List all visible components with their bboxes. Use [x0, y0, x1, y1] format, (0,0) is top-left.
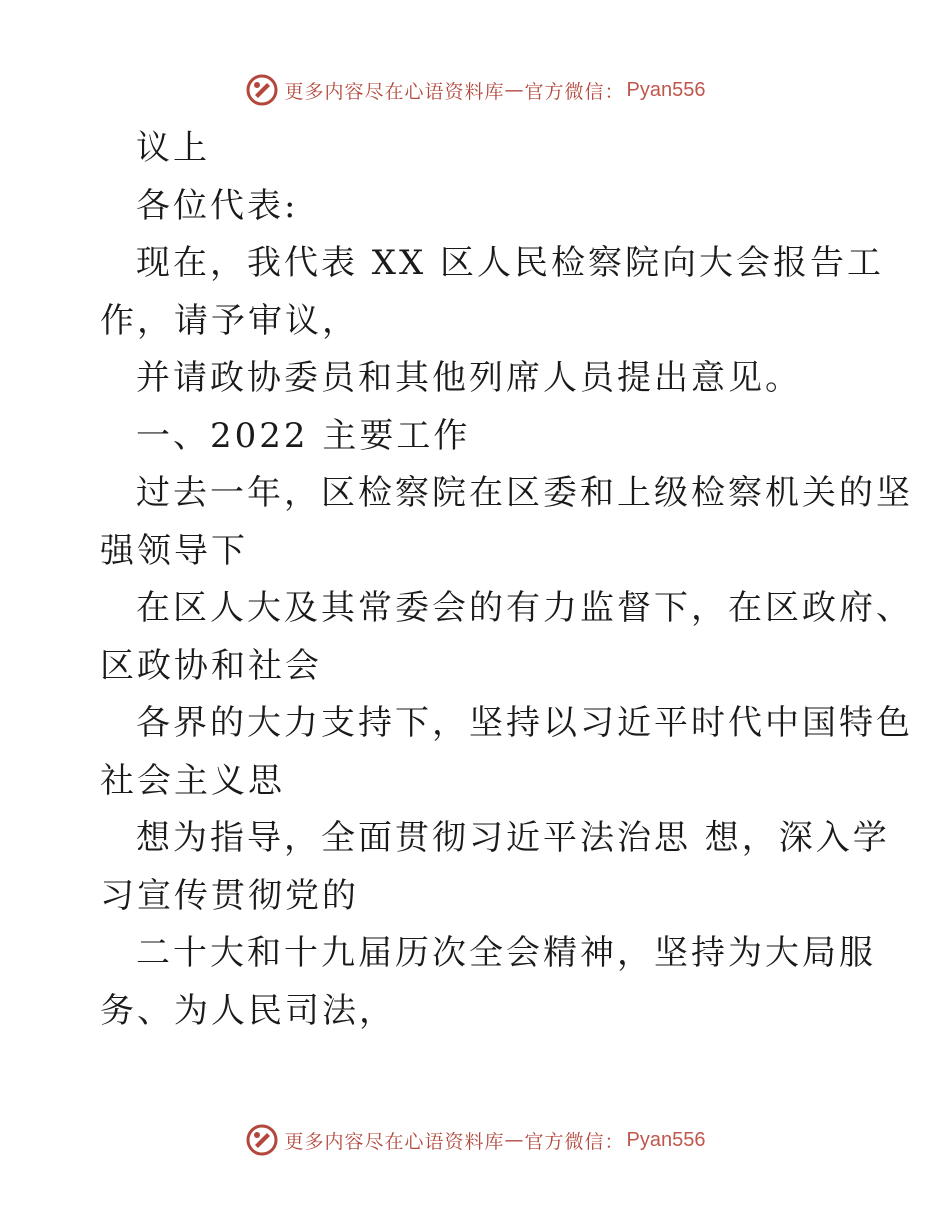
paragraph-line: 过去一年，区检察院在区委和上级检察机关的坚 — [136, 473, 913, 513]
watermark-dash: — — [504, 79, 525, 101]
header-watermark — [0, 70, 950, 110]
paragraph-line: 想为指导，全面贯彻习近平法治思 想，深入学 — [136, 818, 890, 858]
footer-watermark — [0, 1120, 950, 1160]
paragraph-line: 议上 — [136, 128, 210, 168]
watermark-handle: Pyan556 — [626, 78, 706, 101]
paragraph-line: 务、为人民司法， — [100, 990, 396, 1031]
paragraph-line: 并请政协委员和其他列席人员提出意见。 — [136, 358, 802, 398]
watermark-wechat-label: 官方微信： — [524, 1130, 625, 1153]
paragraph-line: 作，请予审议， — [100, 300, 359, 341]
paragraph-line: 各界的大力支持下，坚持以习近平时代中国特色 — [136, 703, 913, 743]
paragraph-line: 强领导下 — [100, 530, 248, 571]
paragraph-line: 社会主义思 — [100, 760, 285, 801]
paragraph-line: 二十大和十九届历次全会精神，坚持为大局服 — [136, 933, 876, 973]
watermark-brand: 更多内容尽在心语资料库 — [284, 80, 505, 103]
paragraph-line: 习宣传贯彻党的 — [100, 875, 359, 916]
brand-logo-icon — [245, 1123, 279, 1157]
paragraph-line: 区政协和社会 — [100, 645, 322, 686]
paragraph-line: 各位代表: — [136, 185, 299, 226]
watermark-dash: — — [504, 1129, 525, 1151]
watermark-handle: Pyan556 — [626, 1128, 706, 1151]
brand-logo-icon — [245, 73, 279, 107]
watermark-wechat-label: 官方微信： — [524, 80, 625, 103]
paragraph-line: 在区人大及其常委会的有力监督下，在区政府、 — [136, 588, 913, 628]
paragraph-line: 现在，我代表 XX 区人民检察院向大会报告工 — [136, 243, 885, 283]
watermark-brand: 更多内容尽在心语资料库 — [284, 1130, 505, 1153]
paragraph-line: 一、2022 主要工作 — [136, 415, 471, 456]
document-body — [100, 120, 913, 1040]
